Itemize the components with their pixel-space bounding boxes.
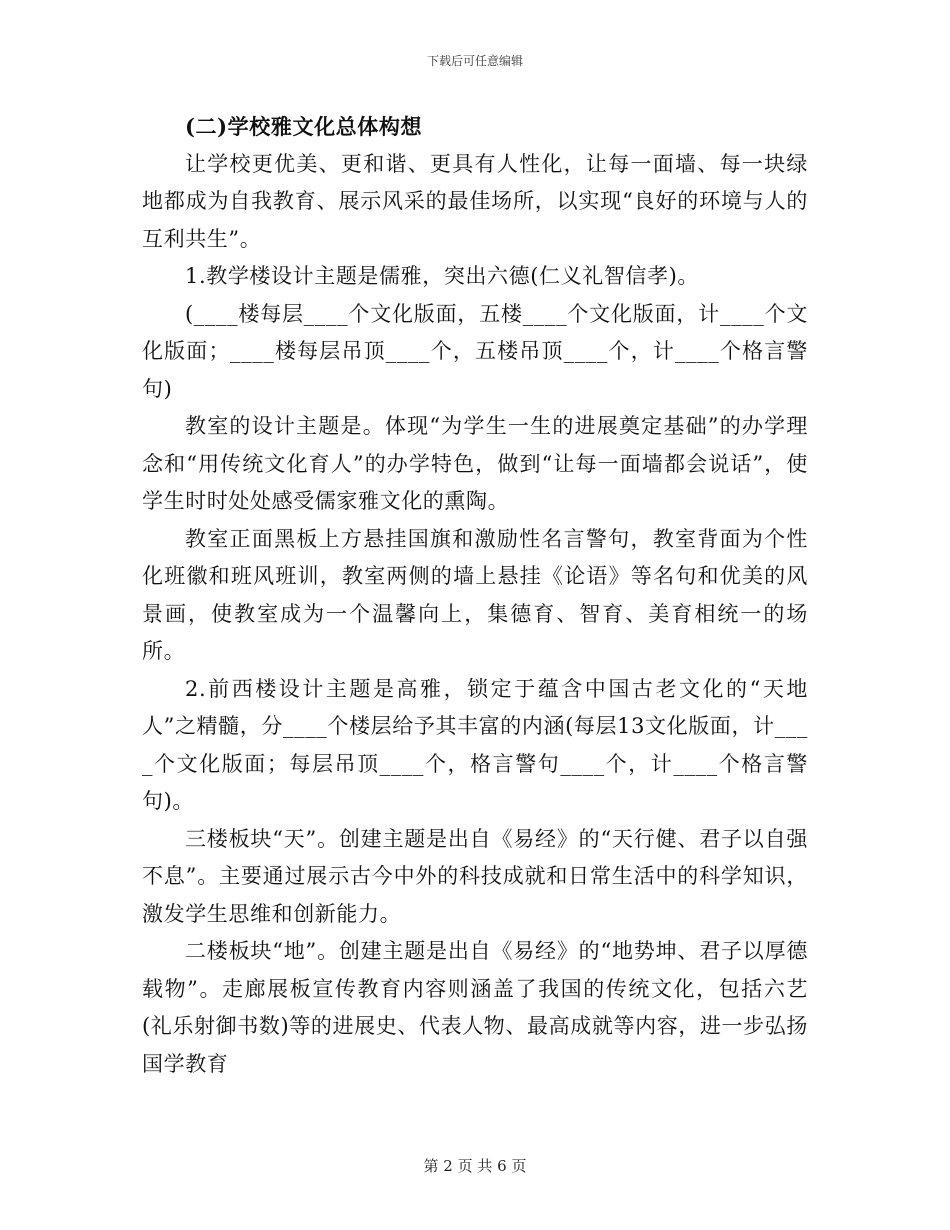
paragraph-west-building: 2.前西楼设计主题是高雅，锁定于蕴含中国古老文化的“天地人”之精髓，分____个楼层给予其丰富的内涵(每层13文化版面，计____个文化版面；每层吊顶____个，格言警句____个，计____个格言警句)。: [142, 676, 808, 813]
paragraph-intro: 让学校更优美、更和谐、更具有人性化，让每一面墙、每一块绿地都成为自我教育、展示风采的最佳场所，以实现“良好的环境与人的互利共生”。: [142, 151, 808, 251]
paragraph-layout-counts: (____楼每层____个文化版面，五楼____个文化版面，计____个文化版面；____楼每层吊顶____个，五楼吊顶____个，计____个格言警句): [142, 301, 808, 401]
paragraph-classroom-theme: 教室的设计主题是。体现“为学生一生的进展奠定基础”的办学理念和“用传统文化育人”的办学特色，做到“让每一面墙都会说话”，使学生时时处处感受儒家雅文化的熏陶。: [142, 414, 808, 513]
paragraph-third-floor: 三楼板块“天”。创建主题是出自《易经》的“天行健、君子以自强不息”。主要通过展示古今中外的科技成就和日常生活中的科学知识，激发学生思维和创新能力。: [142, 826, 808, 926]
paragraph-second-floor: 二楼板块“地”。创建主题是出自《易经》的“地势坤、君子以厚德载物”。走廊展板宣传教育内容则涵盖了我国的传统文化，包括六艺(礼乐射御书数)等的进展史、代表人物、最高成就等内容，进一步弘扬国学教育: [142, 939, 808, 1076]
page-number: 第 2 页 共 6 页: [423, 1157, 527, 1175]
section-heading: (二)学校雅文化总体构想: [185, 114, 423, 139]
page-header-note: 下载后可任意编辑: [426, 54, 523, 68]
paragraph-classroom-decor: 教室正面黑板上方悬挂国旗和激励性名言警句，教室背面为个性化班徽和班风班训，教室两侧的墙上悬挂《论语》等名句和优美的风景画，使教室成为一个温馨向上，集德育、智育、美育相统一的场所。: [142, 526, 808, 663]
document-body: [142, 108, 808, 1083]
paragraph-teaching-building: 1.教学楼设计主题是儒雅，突出六德(仁义礼智信孝)。: [185, 264, 700, 288]
